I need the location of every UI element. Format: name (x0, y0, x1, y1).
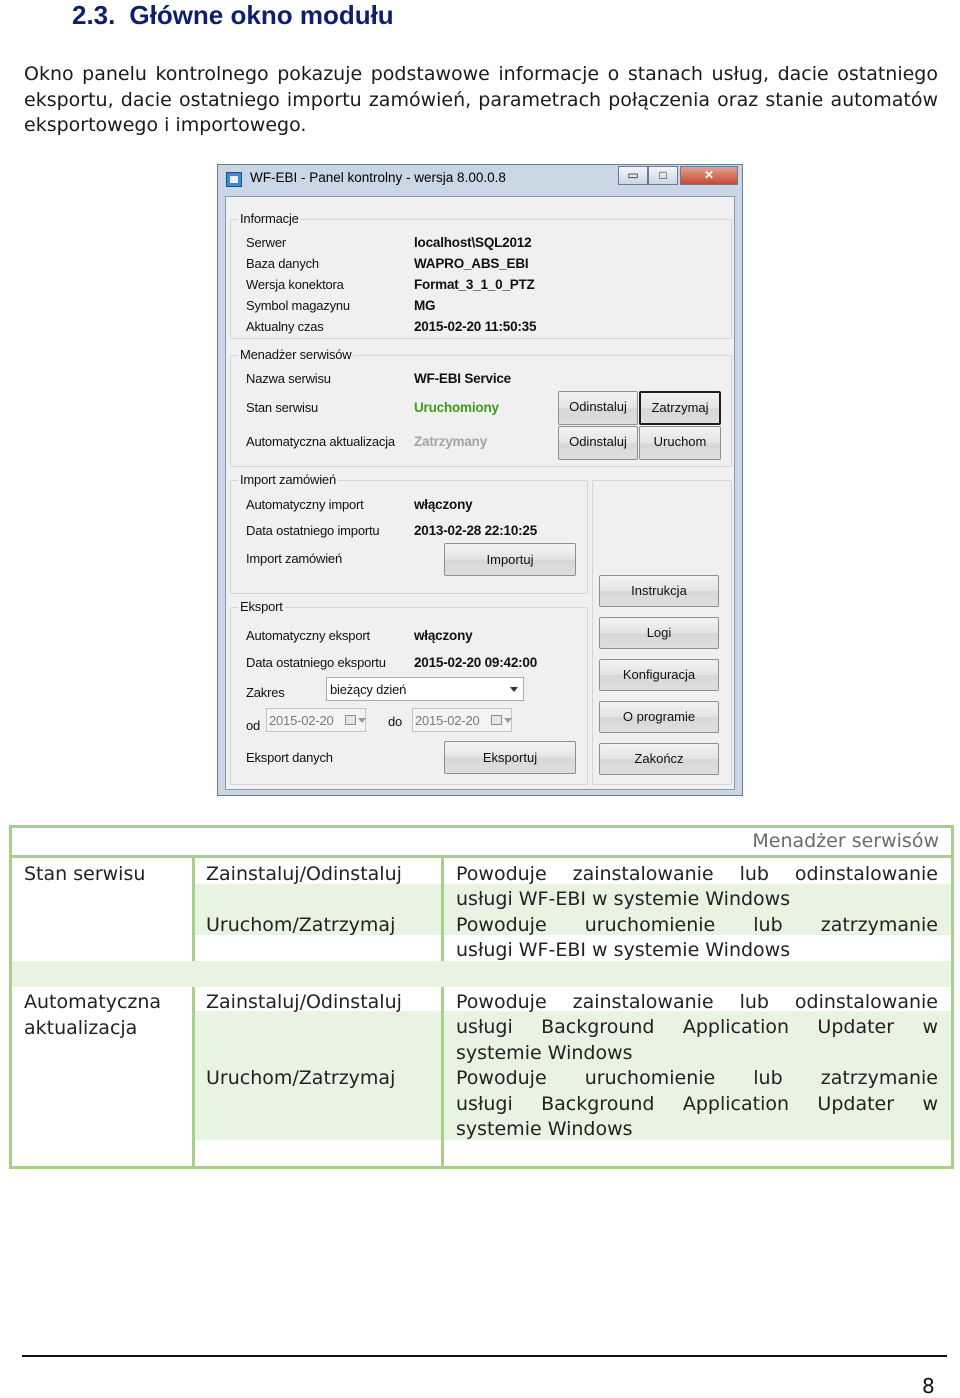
info-group-caption: Informacje (240, 211, 299, 226)
window-title: WF-EBI - Panel kontrolny - wersja 8.00.0.8 (250, 170, 506, 185)
section-heading (72, 0, 394, 30)
database-label: Baza danych (246, 256, 319, 271)
chevron-down-icon (510, 687, 518, 692)
service-manager-table (9, 825, 954, 1169)
description-line: systemie Windows (456, 1118, 633, 1140)
connector-version-value: Format_3_1_0_PTZ (414, 277, 535, 292)
date-from-picker[interactable] (266, 708, 366, 732)
description-line: usługi Background Application Updater w (456, 1093, 938, 1115)
minimize-button[interactable] (618, 166, 648, 185)
description-line: Powoduje zainstalowanie lub odinstalowanie (456, 863, 938, 885)
date-from-value: 2015-02-20 (269, 713, 334, 728)
last-import-label: Data ostatniego importu (246, 523, 380, 538)
date-from-label: od (246, 718, 261, 733)
calendar-icon (491, 715, 502, 725)
auto-export-label: Automatyczny eksport (246, 628, 370, 643)
close-button[interactable] (680, 166, 738, 185)
export-caption: Eksport (240, 599, 283, 614)
export-button[interactable]: Eksportuj (444, 741, 576, 774)
updater-start-button[interactable]: Uruchom (639, 426, 721, 460)
table-header: Menadżer serwisów (752, 830, 939, 852)
current-time-label: Aktualny czas (246, 319, 324, 334)
group-name-auto-update: Automatyczna aktualizacja (24, 991, 162, 1039)
maximize-button[interactable] (648, 166, 678, 185)
range-select[interactable] (326, 677, 524, 701)
chevron-down-icon (504, 718, 512, 723)
chevron-down-icon (358, 718, 366, 723)
auto-import-value: włączony (414, 497, 473, 512)
section-number: 2.3. (72, 0, 116, 30)
date-to-label: do (388, 714, 403, 729)
server-value: localhost\SQL2012 (414, 235, 532, 250)
import-caption: Import zamówień (240, 472, 336, 487)
service-name-label: Nazwa serwisu (246, 371, 331, 386)
window-client-area (225, 196, 735, 790)
configuration-button[interactable]: Konfiguracja (599, 659, 719, 691)
range-label: Zakres (246, 685, 285, 700)
service-stop-button[interactable]: Zatrzymaj (639, 391, 721, 425)
description-line: usługi Background Application Updater w (456, 1016, 938, 1038)
auto-update-label: Automatyczna aktualizacja (246, 434, 395, 449)
description-line: Powoduje uruchomienie lub zatrzymanie (456, 1067, 938, 1089)
instructions-button[interactable]: Instrukcja (599, 575, 719, 607)
last-import-value: 2013-02-28 22:10:25 (414, 523, 538, 538)
auto-export-value: włączony (414, 628, 473, 643)
description-line: Powoduje uruchomienie lub zatrzymanie (456, 914, 938, 936)
import-orders-label: Import zamówień (246, 551, 342, 566)
description-line: Powoduje zainstalowanie lub odinstalowanie (456, 991, 938, 1013)
server-label: Serwer (246, 235, 286, 250)
description-line: systemie Windows (456, 1042, 633, 1064)
app-icon (226, 172, 242, 187)
footer-divider (22, 1355, 947, 1357)
intro-paragraph: Okno panelu kontrolnego pokazuje podstawowe informacje o stanach usług, dacie ostatniego eksportu, dacie ostatniego importu zamówień, parametrach połączenia oraz stanie automatów eksportowego i importowego. (24, 63, 938, 136)
service-uninstall-button[interactable]: Odinstaluj (558, 391, 638, 425)
page-number: 8 (922, 1374, 935, 1398)
window-titlebar[interactable] (218, 165, 742, 193)
logs-button[interactable]: Logi (599, 617, 719, 649)
import-button[interactable]: Importuj (444, 543, 576, 576)
service-state-label: Stan serwisu (246, 400, 319, 415)
connector-version-label: Wersja konektora (246, 277, 344, 292)
last-export-value: 2015-02-20 09:42:00 (414, 655, 538, 670)
group-name-service-state: Stan serwisu (24, 863, 146, 885)
action-install-uninstall: Zainstaluj/Odinstaluj (206, 863, 402, 885)
warehouse-symbol-value: MG (414, 298, 436, 313)
export-data-label: Eksport danych (246, 750, 333, 765)
database-value: WAPRO_ABS_EBI (414, 256, 529, 271)
action-start-stop: Uruchom/Zatrzymaj (206, 914, 396, 936)
current-time-value: 2015-02-20 11:50:35 (414, 319, 537, 334)
row-band (12, 961, 951, 987)
last-export-label: Data ostatniego eksportu (246, 655, 386, 670)
service-state-value: Uruchomiony (414, 400, 499, 415)
warehouse-symbol-label: Symbol magazynu (246, 298, 350, 313)
action-start-stop: Uruchom/Zatrzymaj (206, 1067, 396, 1089)
about-button[interactable]: O programie (599, 701, 719, 733)
date-to-value: 2015-02-20 (415, 713, 480, 728)
auto-update-value: Zatrzymany (414, 434, 488, 449)
description-line: usługi WF-EBI w systemie Windows (456, 888, 791, 910)
auto-import-label: Automatyczny import (246, 497, 364, 512)
range-selected-value: bieżący dzień (330, 682, 407, 697)
control-panel-window (217, 164, 743, 796)
calendar-icon (345, 715, 356, 725)
maximize-icon: □ (659, 168, 667, 182)
description-line: usługi WF-EBI w systemie Windows (456, 939, 791, 961)
updater-uninstall-button[interactable]: Odinstaluj (558, 426, 638, 460)
service-manager-caption: Menadżer serwisów (240, 347, 352, 362)
date-to-picker[interactable] (412, 708, 512, 732)
action-install-uninstall: Zainstaluj/Odinstaluj (206, 991, 402, 1013)
minimize-icon: ▭ (627, 168, 639, 182)
exit-button[interactable]: Zakończ (599, 743, 719, 775)
section-title: Główne okno modułu (129, 0, 394, 30)
close-icon: ✕ (703, 168, 715, 182)
service-name-value: WF-EBI Service (414, 371, 511, 386)
